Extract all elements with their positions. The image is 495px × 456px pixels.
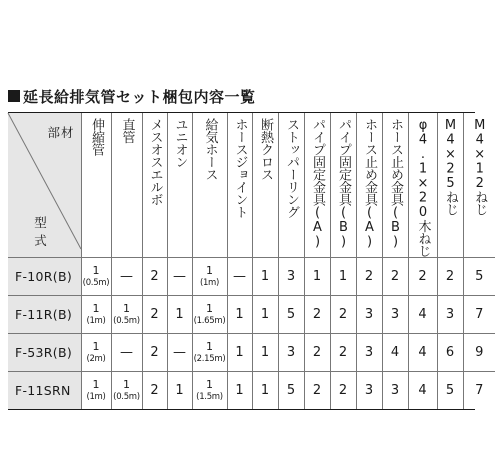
quantity-cell	[278, 258, 304, 296]
quantity-cell	[167, 258, 192, 296]
quantity-value: 2	[312, 307, 322, 322]
quantity-value: —	[173, 269, 186, 284]
quantity-value: 3	[364, 345, 374, 360]
quantity-value: 9	[475, 345, 484, 360]
quantity-cell	[408, 372, 437, 410]
quantity-cell	[111, 372, 142, 410]
quantity-value: 2	[445, 269, 455, 284]
quantity-value: 1	[123, 301, 130, 315]
quantity-value: 1	[260, 345, 270, 360]
quantity-cell	[278, 372, 304, 410]
header-row	[8, 113, 495, 258]
quantity-cell	[382, 372, 408, 410]
column-header	[330, 113, 356, 258]
quantity-value: 2	[418, 269, 427, 284]
quantity-value: 1	[175, 307, 184, 322]
quantity-cell	[142, 258, 167, 296]
column-header-label: 給気ホース	[202, 118, 218, 181]
quantity-cell	[167, 334, 192, 372]
quantity-cell	[227, 334, 252, 372]
quantity-cell	[227, 296, 252, 334]
column-header-label: 伸縮管	[89, 118, 104, 156]
column-header-label: ホースジョイント	[232, 118, 248, 218]
quantity-value: —	[120, 269, 133, 284]
quantity-with-length	[193, 341, 227, 365]
column-header	[142, 113, 167, 258]
length-value: (2.15m)	[193, 353, 226, 364]
quantity-cell	[304, 334, 330, 372]
column-header	[382, 113, 408, 258]
quantity-value: 1	[338, 269, 348, 284]
quantity-value: 1	[260, 269, 270, 284]
column-header-label: メスオスエルボ	[147, 118, 163, 206]
quantity-cell	[192, 258, 227, 296]
quantity-cell	[356, 258, 382, 296]
quantity-cell	[142, 296, 167, 334]
quantity-with-length	[82, 379, 111, 403]
column-header	[356, 113, 382, 258]
quantity-value: 3	[364, 383, 374, 398]
quantity-value: 3	[286, 345, 296, 360]
quantity-value: 7	[475, 307, 484, 322]
length-value: (1m)	[86, 315, 106, 326]
column-header-label: ホース止め金具(B)	[388, 118, 403, 249]
quantity-value: 1	[260, 383, 270, 398]
quantity-with-length	[82, 303, 111, 327]
quantity-cell	[167, 296, 192, 334]
quantity-cell	[111, 258, 142, 296]
quantity-cell	[111, 334, 142, 372]
quantity-cell	[356, 372, 382, 410]
column-header-label: φ4.1×20木ねじ	[415, 118, 431, 257]
column-header	[463, 113, 495, 258]
column-header	[278, 113, 304, 258]
quantity-cell	[437, 372, 463, 410]
quantity-value: —	[120, 345, 133, 360]
quantity-cell	[192, 296, 227, 334]
column-header	[167, 113, 192, 258]
quantity-value: 3	[445, 307, 455, 322]
quantity-cell	[81, 334, 111, 372]
quantity-value: 2	[312, 383, 322, 398]
quantity-value: 3	[364, 307, 374, 322]
quantity-cell	[278, 334, 304, 372]
quantity-value: 1	[235, 307, 244, 322]
quantity-value: 1	[92, 339, 100, 353]
quantity-cell	[382, 334, 408, 372]
quantity-with-length	[112, 379, 142, 403]
quantity-cell	[111, 296, 142, 334]
quantity-cell	[192, 334, 227, 372]
quantity-value: 2	[150, 383, 159, 398]
quantity-cell	[252, 334, 278, 372]
quantity-value: 2	[312, 345, 322, 360]
quantity-cell	[463, 258, 495, 296]
column-header-label: M4×25ねじ	[443, 118, 458, 216]
quantity-value: 1	[92, 263, 100, 277]
quantity-with-length	[193, 303, 227, 327]
model-cell: F-10R(B)	[8, 258, 81, 296]
column-header	[111, 113, 142, 258]
table-title	[8, 85, 256, 107]
quantity-cell	[304, 372, 330, 410]
quantity-value: 6	[445, 345, 455, 360]
quantity-value: 4	[418, 307, 427, 322]
column-header	[192, 113, 227, 258]
quantity-cell	[463, 334, 495, 372]
quantity-value: 1	[92, 301, 100, 315]
quantity-cell	[463, 296, 495, 334]
quantity-with-length	[82, 341, 111, 365]
length-value: (1.65m)	[193, 315, 226, 326]
table-row	[8, 258, 495, 296]
column-header-label: パイプ固定金具(A)	[310, 118, 325, 249]
model-cell: F-53R(B)	[8, 334, 81, 372]
quantity-value: 1	[235, 345, 244, 360]
quantity-with-length	[112, 303, 142, 327]
length-value: (0.5m)	[82, 277, 110, 288]
quantity-cell	[278, 296, 304, 334]
quantity-cell	[437, 334, 463, 372]
column-header-label: ユニオン	[172, 118, 188, 168]
quantity-cell	[81, 372, 111, 410]
quantity-cell	[227, 372, 252, 410]
length-value: (0.5m)	[113, 315, 140, 326]
quantity-value: 5	[445, 383, 455, 398]
column-header	[304, 113, 330, 258]
length-value: (0.5m)	[113, 391, 140, 402]
quantity-cell	[142, 372, 167, 410]
quantity-value: —	[233, 269, 246, 284]
quantity-cell	[81, 296, 111, 334]
quantity-cell	[408, 258, 437, 296]
quantity-value: 1	[92, 377, 100, 391]
quantity-cell	[304, 258, 330, 296]
column-header	[81, 113, 111, 258]
quantity-cell	[437, 258, 463, 296]
quantity-value: 4	[390, 345, 400, 360]
quantity-cell	[227, 258, 252, 296]
quantity-cell	[463, 372, 495, 410]
quantity-cell	[252, 258, 278, 296]
quantity-cell	[382, 258, 408, 296]
quantity-value: 4	[418, 383, 427, 398]
square-bullet-icon	[8, 90, 20, 102]
quantity-value: 1	[235, 383, 244, 398]
quantity-value: 1	[206, 377, 213, 391]
quantity-value: 1	[206, 301, 213, 315]
length-value: (2m)	[86, 353, 106, 364]
quantity-value: 1	[206, 263, 213, 277]
quantity-with-length	[193, 265, 227, 289]
quantity-cell	[356, 296, 382, 334]
quantity-value: 2	[338, 307, 348, 322]
model-cell: F-11R(B)	[8, 296, 81, 334]
column-header-label: 断熱クロス	[258, 118, 273, 181]
quantity-value: —	[173, 345, 186, 360]
quantity-value: 1	[206, 339, 213, 353]
column-header	[252, 113, 278, 258]
column-header-label: パイプ固定金具(B)	[336, 118, 351, 249]
packing-list-table	[8, 112, 488, 410]
quantity-cell	[330, 334, 356, 372]
quantity-value: 1	[175, 383, 184, 398]
table-row	[8, 296, 495, 334]
model-label: 型 式	[34, 215, 100, 248]
length-value: (1m)	[86, 391, 106, 402]
column-header-label: 直管	[119, 118, 135, 143]
quantity-value: 7	[475, 383, 484, 398]
quantity-value: 1	[312, 269, 322, 284]
quantity-value: 2	[150, 345, 159, 360]
quantity-cell	[330, 258, 356, 296]
quantity-cell	[252, 372, 278, 410]
quantity-cell	[192, 372, 227, 410]
quantity-with-length	[193, 379, 227, 403]
quantity-value: 3	[390, 383, 400, 398]
table-row	[8, 334, 495, 372]
length-value: (1.5m)	[196, 391, 223, 402]
column-header	[437, 113, 463, 258]
quantity-value: 2	[150, 269, 159, 284]
quantity-value: 5	[286, 383, 296, 398]
quantity-cell	[142, 334, 167, 372]
column-header-label: ストッパーリング	[284, 118, 299, 218]
quantity-cell	[382, 296, 408, 334]
quantity-cell	[167, 372, 192, 410]
quantity-cell	[437, 296, 463, 334]
quantity-value: 3	[390, 307, 400, 322]
table-body	[8, 258, 495, 410]
quantity-value: 5	[286, 307, 296, 322]
quantity-cell	[330, 372, 356, 410]
length-value: (1m)	[199, 277, 220, 288]
model-cell: F-11SRN	[8, 372, 81, 410]
quantity-value: 1	[123, 377, 130, 391]
quantity-cell	[356, 334, 382, 372]
column-header-label: M4×12ねじ	[472, 118, 488, 216]
quantity-value: 3	[286, 269, 296, 284]
table-row	[8, 372, 495, 410]
quantity-cell	[408, 296, 437, 334]
quantity-value: 2	[338, 345, 348, 360]
quantity-value: 2	[338, 383, 348, 398]
quantity-with-length	[82, 265, 111, 289]
quantity-value: 4	[418, 345, 427, 360]
table-title-text: 延長給排気管セット梱包内容一覧	[23, 87, 256, 106]
quantity-cell	[81, 258, 111, 296]
parts-label: 部材	[47, 125, 75, 140]
quantity-value: 2	[364, 269, 374, 284]
column-header-label: ホース止め金具(A)	[362, 118, 377, 249]
quantity-cell	[304, 296, 330, 334]
quantity-value: 5	[475, 269, 484, 284]
quantity-cell	[330, 296, 356, 334]
quantity-value: 2	[150, 307, 159, 322]
quantity-value: 1	[260, 307, 270, 322]
quantity-cell	[408, 334, 437, 372]
quantity-value: 2	[390, 269, 400, 284]
column-header	[408, 113, 437, 258]
column-header	[227, 113, 252, 258]
quantity-cell	[252, 296, 278, 334]
